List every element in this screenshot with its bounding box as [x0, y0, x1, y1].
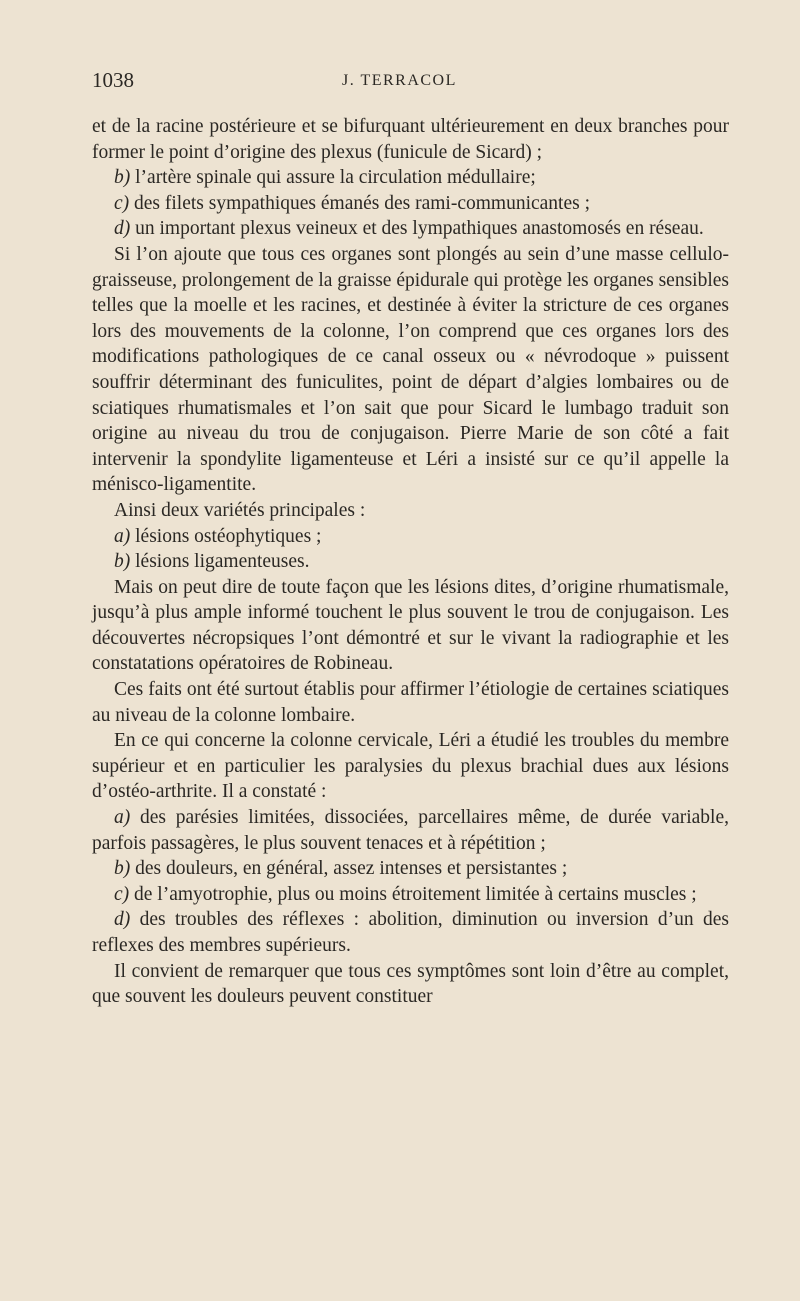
paragraph-text: des parésies limitées, dissociées, parcellaires même, de durée variable, parfois passagères, le plus souvent tenaces et à répétition ;: [92, 807, 729, 854]
paragraph: [92, 549, 729, 575]
paragraph-text: lésions ligamenteuses.: [130, 551, 310, 573]
page-header: [92, 68, 732, 98]
paragraph-text: En ce qui concerne la colonne cervicale, Léri a étudié les troubles du membre supérieur et en particulier les paralysies du plexus brachial dues aux lésions d’ostéo-arthrite. Il a constaté :: [92, 730, 729, 803]
paragraph: [92, 242, 729, 498]
list-label: d): [114, 218, 131, 240]
paragraph-text: Ces faits ont été surtout établis pour affirmer l’étiologie de certaines sciatiques au niveau de la colonne lombaire.: [92, 679, 729, 726]
running-head: J. TERRACOL: [342, 72, 457, 89]
list-label: b): [114, 858, 131, 880]
paragraph: [92, 191, 729, 217]
paragraph: [92, 728, 729, 805]
page-number: 1038: [92, 68, 134, 92]
paragraph-text: des filets sympathiques émanés des rami-communicantes ;: [129, 192, 590, 214]
paragraph: [92, 216, 729, 242]
paragraph: [92, 907, 729, 958]
paragraph: [92, 856, 729, 882]
paragraph: [92, 959, 729, 1010]
paragraph-text: Il convient de remarquer que tous ces symptômes sont loin d’être au complet, que souvent les douleurs peuvent constituer: [92, 960, 729, 1008]
paragraph: [92, 498, 729, 524]
paragraph-text: et de la racine postérieure et se bifurquant ultérieurement en deux branches pour former le point d’origine des plexus (funicule de Sicard) ;: [92, 116, 729, 163]
list-label: c): [114, 883, 130, 905]
paragraph: [92, 575, 729, 677]
list-label: b): [114, 167, 131, 189]
paragraph: [92, 165, 729, 191]
list-label: a): [114, 525, 131, 547]
paragraph-text: des troubles des réflexes : abolition, diminution ou inversion d’un des reflexes des membres supérieurs.: [92, 909, 729, 956]
paragraph-text: Mais on peut dire de toute façon que les lésions dites, d’origine rhumatismale, jusqu’à plus ample informé touchent le plus souvent le trou de conjugaison. Les découvertes nécropsiques l’ont démontré et sur le vivant la radiographie et les constatations opératoires de Robineau.: [92, 576, 729, 675]
paragraph-text: Ainsi deux variétés principales :: [114, 499, 366, 521]
list-label: b): [114, 551, 131, 573]
paragraph-text: Si l’on ajoute que tous ces organes sont plongés au sein d’une masse cellulo-graisseuse, prolongement de la graisse épidurale qui protège les organes sensibles telles que la moelle et les racines, et destinée à éviter la stricture de ces organes lors des mouvements de la colonne, l’on comprend que ces organes lors des modifications pathologiques de ce canal osseux ou « névrodoque » puissent souffrir déterminant des funiculites, point de départ d’algies lombaires ou de sciatiques rhumatismales et l’on sait que pour Sicard le lumbago traduit son origine au niveau du trou de conjugaison. Pierre Marie de son côté a fait intervenir la spondylite ligamenteuse et Léri a insisté sur ce qu’il appelle la ménisco-ligamentite.: [92, 243, 729, 496]
paragraph-text: des douleurs, en général, assez intenses et persistantes ;: [130, 858, 568, 880]
paragraph-text: de l’amyotrophie, plus ou moins étroitement limitée à certains muscles ;: [129, 883, 697, 905]
list-label: d): [114, 909, 131, 931]
paragraph-text: l’artère spinale qui assure la circulation médullaire;: [130, 167, 536, 189]
list-label: a): [114, 807, 131, 829]
paragraph: [92, 677, 729, 728]
paragraph: [92, 114, 729, 165]
paragraph-text: lésions ostéophytiques ;: [130, 525, 322, 547]
paragraph: [92, 882, 729, 908]
paragraph: [92, 805, 729, 856]
list-label: c): [114, 192, 130, 214]
paragraph: [92, 524, 729, 550]
paragraph-text: un important plexus veineux et des lympathiques anastomosés en réseau.: [130, 218, 704, 240]
body-text: [92, 114, 729, 1010]
